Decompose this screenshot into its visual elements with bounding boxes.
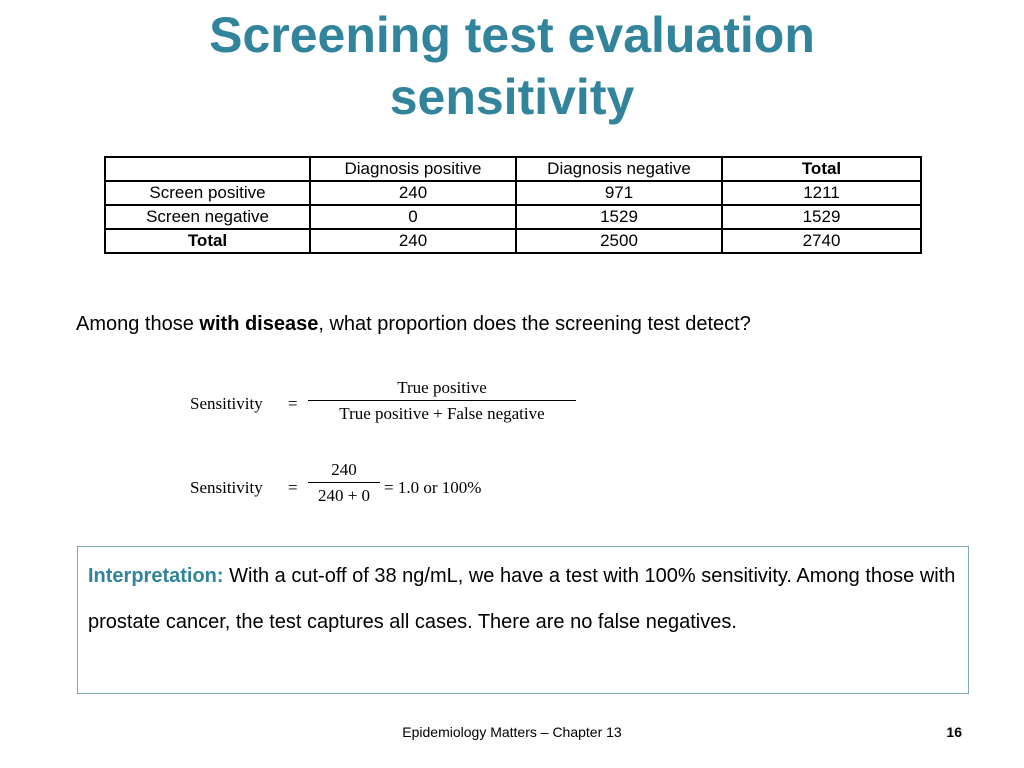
formula-lhs: Sensitivity bbox=[190, 394, 263, 413]
calc-equals: = bbox=[288, 478, 298, 497]
table-cell: 0 bbox=[310, 205, 516, 229]
table-row bbox=[105, 181, 921, 205]
calc-result: = 1.0 or 100% bbox=[384, 478, 482, 497]
calc-denominator: 240 + 0 bbox=[317, 486, 371, 505]
interpretation-box bbox=[77, 546, 969, 694]
table-cell: 1529 bbox=[516, 205, 722, 229]
table-cell: 1211 bbox=[722, 181, 921, 205]
table-cell: 240 bbox=[310, 229, 516, 253]
table-header-cell: Diagnosis negative bbox=[516, 157, 722, 181]
slide-title bbox=[0, 4, 1024, 128]
question-text bbox=[76, 313, 751, 336]
footer-text: Epidemiology Matters – Chapter 13 bbox=[402, 724, 622, 740]
table-header-cell bbox=[105, 157, 310, 181]
table-cell: 2500 bbox=[516, 229, 722, 253]
table-header-cell: Diagnosis positive bbox=[310, 157, 516, 181]
formula-numerator: True positive bbox=[308, 378, 576, 401]
contingency-table bbox=[104, 156, 922, 254]
table-cell: 240 bbox=[310, 181, 516, 205]
table-row bbox=[105, 205, 921, 229]
interpretation-label: Interpretation: bbox=[88, 565, 224, 587]
slide-title-line-2: sensitivity bbox=[389, 69, 635, 125]
table-cell: 971 bbox=[516, 181, 722, 205]
question-bold: with disease bbox=[199, 313, 319, 335]
calc-lhs: Sensitivity bbox=[190, 478, 263, 497]
table-cell: 1529 bbox=[722, 205, 921, 229]
question-after: , what proportion does the screening test detect? bbox=[318, 313, 751, 335]
calc-numerator: 240 bbox=[308, 460, 380, 483]
formula-denominator: True positive + False negative bbox=[339, 404, 545, 423]
question-before: Among those bbox=[76, 313, 200, 335]
formula-equals: = bbox=[288, 394, 298, 413]
table-row-label: Screen negative bbox=[105, 205, 310, 229]
table-row-label: Total bbox=[105, 229, 310, 253]
table-header-row bbox=[105, 157, 921, 181]
table-cell: 2740 bbox=[722, 229, 921, 253]
interpretation-text: With a cut-off of 38 ng/mL, we have a test with 100% sensitivity. Among those with prostate cancer, the test captures all cases. There are no false negatives. bbox=[88, 565, 956, 633]
table-row-label: Screen positive bbox=[105, 181, 310, 205]
table-row bbox=[105, 229, 921, 253]
calc-fraction bbox=[308, 460, 380, 506]
slide-title-line-1: Screening test evaluation bbox=[209, 7, 815, 63]
formula-fraction bbox=[308, 378, 576, 424]
page-number: 16 bbox=[946, 724, 962, 740]
table-header-cell: Total bbox=[722, 157, 921, 181]
